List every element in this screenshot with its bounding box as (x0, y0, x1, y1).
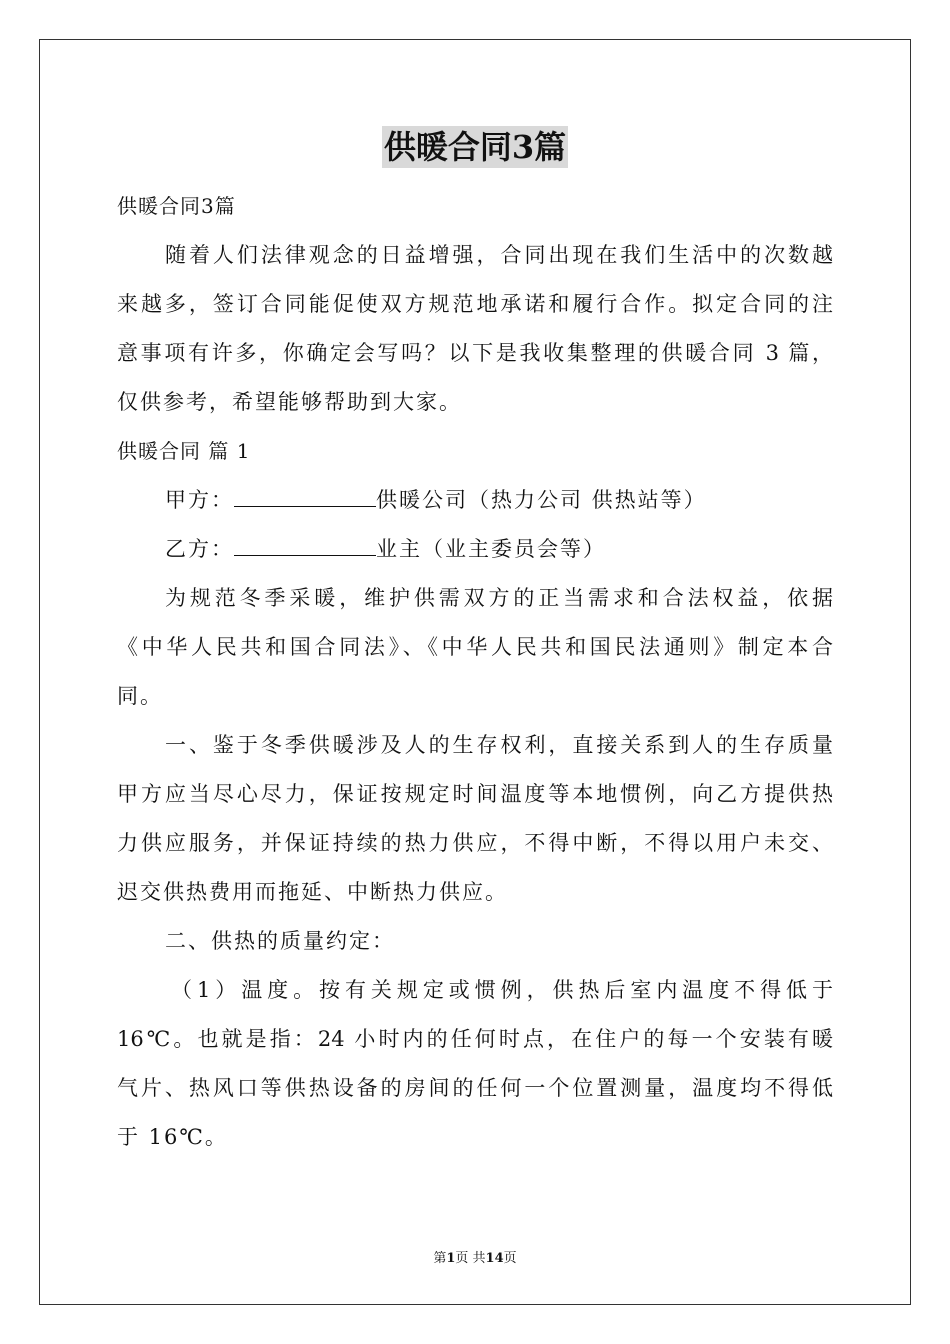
clause1-line-4: 迟交供热费用而拖延、中断热力供应。 (117, 880, 508, 904)
party-b-line (117, 525, 833, 574)
page-total: 14 (485, 1251, 504, 1266)
clause2-item1-line-4: 于 16℃。 (117, 1125, 228, 1149)
page-prefix: 第 (433, 1251, 447, 1266)
preamble-line-2: 《中华人民共和国合同法》、《中华人民共和国民法通则》制定本合 (117, 635, 833, 659)
intro-line-2: 来越多，签订合同能促使双方规范地承诺和履行合作。拟定合同的注 (117, 292, 833, 316)
page-mid: 页 共 (455, 1251, 486, 1266)
party-b-blank (234, 535, 376, 556)
document-body (117, 182, 833, 1162)
intro-line-4: 仅供参考，希望能够帮助到大家。 (117, 390, 462, 414)
clause1-line-3: 力供应服务，并保证持续的热力供应，不得中断，不得以用户未交、 (117, 831, 833, 855)
title-area (0, 126, 950, 168)
page-current: 1 (446, 1251, 456, 1266)
party-b-desc: 业主（业主委员会等） (376, 537, 606, 561)
page-suffix: 页 (503, 1251, 517, 1266)
clause2-item1-line-3: 气片、热风口等供热设备的房间的任何一个位置测量，温度均不得低 (117, 1076, 833, 1100)
party-a-line (117, 476, 833, 525)
clause2-heading: 二、供热的质量约定： (165, 929, 395, 953)
party-b-label: 乙方： (165, 537, 234, 561)
document-title: 供暖合同3篇 (383, 128, 567, 166)
section-heading: 供暖合同 篇 1 (117, 439, 251, 463)
intro-line-3: 意事项有许多，你确定会写吗？以下是我收集整理的供暖合同 3 篇， (117, 341, 833, 365)
party-a-label: 甲方： (165, 488, 234, 512)
clause1-line-1: 一、鉴于冬季供暖涉及人的生存权利，直接关系到人的生存质量 (165, 733, 833, 757)
preamble-line-1: 为规范冬季采暖，维护供需双方的正当需求和合法权益，依据 (165, 586, 833, 610)
party-a-desc: 供暖公司（热力公司 供热站等） (376, 488, 707, 512)
clause2-item1-line-1: （1）温度。按有关规定或惯例，供热后室内温度不得低于 (171, 978, 833, 1002)
clause1-line-2: 甲方应当尽心尽力，保证按规定时间温度等本地惯例，向乙方提供热 (117, 782, 833, 806)
document-subtitle: 供暖合同3篇 (117, 194, 236, 218)
intro-line-1: 随着人们法律观念的日益增强，合同出现在我们生活中的次数越 (165, 243, 833, 267)
preamble-line-3: 同。 (117, 684, 163, 708)
page-footer (0, 1247, 950, 1266)
clause2-item1-line-2: 16℃。也就是指：24 小时内的任何时点，在住户的每一个安装有暖 (117, 1027, 833, 1051)
party-a-blank (234, 486, 376, 507)
